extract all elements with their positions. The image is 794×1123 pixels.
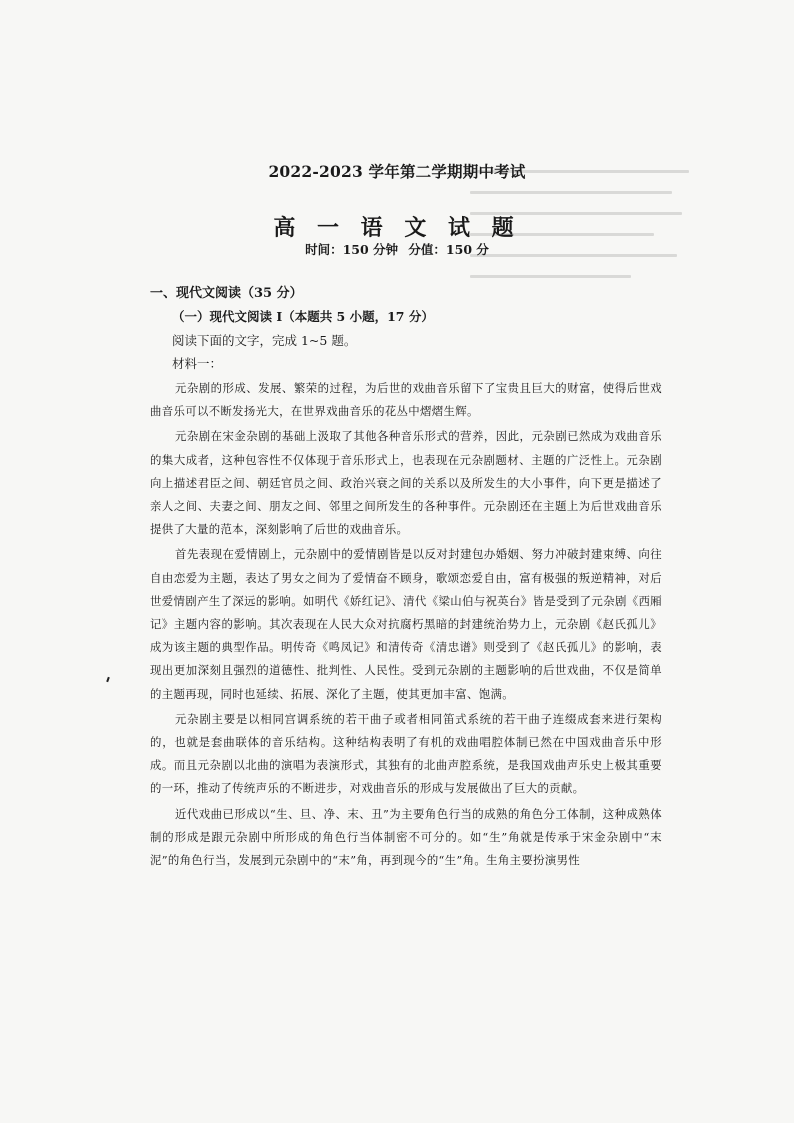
subsection-heading: （一）现代文阅读 I（本题共 5 小题，17 分） <box>172 309 434 324</box>
exam-title: 高 一 语 文 试 题 <box>273 215 521 241</box>
scan-speck <box>106 677 110 682</box>
exam-time: 时间：150 分钟 <box>305 242 399 257</box>
exam-body <box>150 282 662 872</box>
reading-paragraph: 元杂剧在宋金杂剧的基础上汲取了其他各种音乐形式的营养，因此，元杂剧已然成为戏曲音乐的集大成者，这种包容性不仅体现于音乐形式上，也表现在元杂剧题材、主题的广泛性上。元杂剧向上描述君臣之间、朝廷官员之间、政治兴衰之间的关系以及所发生的大小事件，向下更是描述了亲人之间、夫妻之间、朋友之间、邻里之间所发生的各种事件。元杂剧还在主题上为后世戏曲音乐提供了大量的范本，深刻影响了后世的戏曲音乐。 <box>150 429 662 537</box>
material-label: 材料一： <box>172 356 223 371</box>
exam-score: 分值：150 分 <box>408 242 489 257</box>
exam-year-heading: 2022-2023 学年第二学期期中考试 <box>268 162 526 181</box>
reading-paragraph: 元杂剧主要是以相同宫调系统的若干曲子或者相同笛式系统的若干曲子连缀成套来进行架构的，也就是套曲联体的音乐结构。这种结构表明了有机的戏曲唱腔体制已然在中国戏曲音乐中形成。而且元杂剧以北曲的演唱为表演形式，其独有的北曲声腔系统，是我国戏曲声乐史上极其重要的一环，推动了传统声乐的不断进步，对戏曲音乐的形成与发展做出了巨大的贡献。 <box>150 711 662 796</box>
exam-meta <box>0 240 794 258</box>
reading-paragraph: 元杂剧的形成、发展、繁荣的过程，为后世的戏曲音乐留下了宝贵且巨大的财富，使得后世戏曲音乐可以不断发扬光大，在世界戏曲音乐的花丛中熠熠生辉。 <box>150 381 662 419</box>
section-heading: 一、现代文阅读（35 分） <box>150 286 303 301</box>
reading-paragraph: 近代戏曲已形成以“生、旦、净、末、丑”为主要角色行当的成熟的角色分工体制，这种成熟体制的形成是跟元杂剧中所形成的角色行当体制密不可分的。如“生”角就是传承于宋金杂剧中“末泥”的角色行当，发展到元杂剧中的“末”角，再到现今的“生”角。生角主要扮演男性 <box>150 806 662 868</box>
reading-paragraph: 首先表现在爱情剧上，元杂剧中的爱情剧皆是以反对封建包办婚姻、努力冲破封建束缚、向往自由恋爱为主题，表达了男女之间为了爱情奋不顾身，歌颂恋爱自由，富有极强的叛逆精神，对后世爱情剧产生了深远的影响。如明代《娇红记》、清代《梁山伯与祝英台》皆是受到了元杂剧《西厢记》主题内容的影响。其次表现在人民大众对抗腐朽黑暗的封建统治势力上，元杂剧《赵氏孤儿》成为该主题的典型作品。明传奇《鸣凤记》和清传奇《清忠谱》则受到了《赵氏孤儿》的影响，表现出更加深刻且强烈的道德性、批判性、人民性。受到元杂剧的主题影响的后世戏曲，不仅是简单的主题再现，同时也延续、拓展、深化了主题，使其更加丰富、饱满。 <box>150 547 662 701</box>
reading-instruction: 阅读下面的文字，完成 1~5 题。 <box>172 333 357 348</box>
